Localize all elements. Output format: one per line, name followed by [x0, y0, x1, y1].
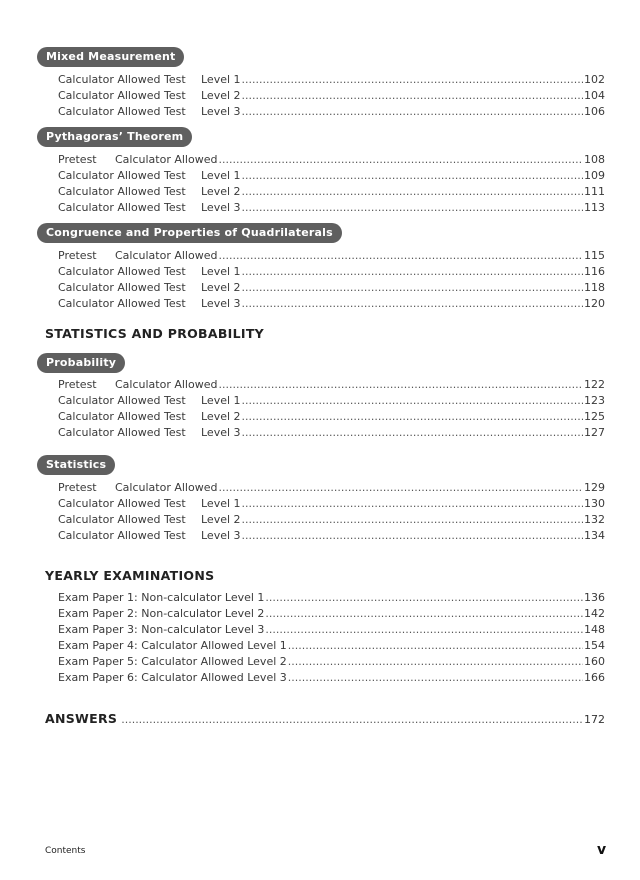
dot-leader	[218, 248, 583, 264]
dot-leader	[242, 425, 583, 441]
dot-leader	[218, 377, 583, 393]
toc-row-page: 120	[584, 297, 605, 310]
toc-row-level: Level 2	[201, 89, 241, 102]
toc-row-test-type: Calculator Allowed Test	[58, 201, 186, 214]
toc-row-test-type: Calculator Allowed Test	[58, 529, 186, 542]
dot-leader	[242, 72, 583, 88]
toc-row-page: 127	[584, 426, 605, 439]
exam-row-label: Exam Paper 3: Non-calculator Level 3	[58, 623, 265, 636]
exam-row[interactable]	[58, 606, 605, 622]
dot-leader	[242, 496, 583, 512]
toc-row[interactable]	[58, 104, 605, 120]
dot-leader	[288, 670, 583, 686]
toc-row-level: Level 1	[201, 394, 241, 407]
toc-row-page: 109	[584, 169, 605, 182]
toc-row-page: 118	[584, 281, 605, 294]
toc-row[interactable]	[58, 168, 605, 184]
toc-row[interactable]	[58, 72, 605, 88]
toc-row-test-type: Calculator Allowed Test	[58, 297, 186, 310]
footer-section-label: Contents	[45, 846, 86, 856]
dot-leader	[242, 184, 583, 200]
toc-row-level: Level 1	[201, 73, 241, 86]
exam-row-label: Exam Paper 1: Non-calculator Level 1	[58, 591, 265, 604]
toc-row-page: 104	[584, 89, 605, 102]
dot-leader	[242, 409, 583, 425]
toc-row[interactable]	[58, 377, 605, 393]
toc-row[interactable]	[58, 425, 605, 441]
toc-row-page: 106	[584, 105, 605, 118]
dot-leader	[265, 622, 583, 638]
exam-row[interactable]	[58, 654, 605, 670]
toc-row-level: Calculator Allowed	[115, 378, 218, 391]
toc-row-page: 108	[584, 153, 605, 166]
toc-row[interactable]	[58, 512, 605, 528]
toc-row-page: 125	[584, 410, 605, 423]
toc-row-test-type: Calculator Allowed Test	[58, 89, 186, 102]
toc-row[interactable]	[58, 296, 605, 312]
exam-row[interactable]	[58, 638, 605, 654]
toc-row-test-type: Calculator Allowed Test	[58, 513, 186, 526]
toc-row-test-type: Pretest	[58, 378, 97, 391]
toc-row-test-type: Pretest	[58, 481, 97, 494]
exam-row-label: Exam Paper 4: Calculator Allowed Level 1	[58, 639, 287, 652]
section-pill-pythagoras: Pythagoras’ Theorem	[37, 127, 192, 147]
toc-row-level: Level 1	[201, 265, 241, 278]
exam-row[interactable]	[58, 590, 605, 606]
dot-leader	[265, 590, 583, 606]
exam-row-label: Exam Paper 5: Calculator Allowed Level 2	[58, 655, 287, 668]
toc-row-level: Level 2	[201, 513, 241, 526]
toc-row-page: 134	[584, 529, 605, 542]
toc-row-page: 115	[584, 249, 605, 262]
dot-leader	[242, 296, 583, 312]
dot-leader	[242, 264, 583, 280]
toc-row[interactable]	[58, 409, 605, 425]
toc-row-level: Level 3	[201, 105, 241, 118]
toc-row-page: 130	[584, 497, 605, 510]
dot-leader	[218, 152, 583, 168]
toc-row-test-type: Calculator Allowed Test	[58, 169, 186, 182]
section-pill-probability: Probability	[37, 353, 125, 373]
exam-row-label: Exam Paper 6: Calculator Allowed Level 3	[58, 671, 287, 684]
exam-row-page: 142	[584, 607, 605, 620]
toc-row[interactable]	[58, 88, 605, 104]
toc-row-level: Level 3	[201, 297, 241, 310]
toc-row-test-type: Calculator Allowed Test	[58, 426, 186, 439]
toc-row[interactable]	[58, 200, 605, 216]
toc-row-level: Level 3	[201, 201, 241, 214]
exam-row-page: 148	[584, 623, 605, 636]
toc-row-test-type: Calculator Allowed Test	[58, 281, 186, 294]
toc-row-level: Level 2	[201, 281, 241, 294]
toc-row-page: 116	[584, 265, 605, 278]
toc-row-level: Calculator Allowed	[115, 481, 218, 494]
dot-leader	[242, 200, 583, 216]
toc-row-test-type: Calculator Allowed Test	[58, 497, 186, 510]
answers-row[interactable]	[45, 710, 605, 728]
toc-row[interactable]	[58, 496, 605, 512]
dot-leader	[242, 393, 583, 409]
dot-leader	[242, 528, 583, 544]
exam-row-page: 154	[584, 639, 605, 652]
dot-leader	[242, 104, 583, 120]
dot-leader	[242, 168, 583, 184]
exam-row-page: 160	[584, 655, 605, 668]
toc-row-level: Level 2	[201, 185, 241, 198]
toc-row[interactable]	[58, 264, 605, 280]
toc-row[interactable]	[58, 248, 605, 264]
toc-row-test-type: Calculator Allowed Test	[58, 410, 186, 423]
toc-row-level: Level 1	[201, 169, 241, 182]
toc-row-page: 132	[584, 513, 605, 526]
dot-leader	[288, 638, 583, 654]
toc-row-test-type: Calculator Allowed Test	[58, 265, 186, 278]
answers-label: ANSWERS	[45, 711, 118, 726]
toc-row-level: Level 3	[201, 529, 241, 542]
dot-leader	[265, 606, 583, 622]
heading-yearly-examinations: YEARLY EXAMINATIONS	[45, 568, 215, 583]
toc-row-level: Level 1	[201, 497, 241, 510]
toc-row-test-type: Calculator Allowed Test	[58, 105, 186, 118]
dot-leader	[242, 280, 583, 296]
section-pill-congruence: Congruence and Properties of Quadrilaterals	[37, 223, 342, 243]
toc-row-test-type: Calculator Allowed Test	[58, 73, 186, 86]
exam-row[interactable]	[58, 670, 605, 686]
toc-row[interactable]	[58, 184, 605, 200]
exam-row-page: 136	[584, 591, 605, 604]
dot-leader	[218, 480, 583, 496]
section-pill-statistics: Statistics	[37, 455, 115, 475]
toc-row-page: 111	[584, 185, 605, 198]
dot-leader	[121, 711, 583, 729]
heading-statistics-and-probability: STATISTICS AND PROBABILITY	[45, 326, 265, 341]
exam-row-label: Exam Paper 2: Non-calculator Level 2	[58, 607, 265, 620]
answers-page: 172	[584, 713, 605, 726]
dot-leader	[288, 654, 583, 670]
toc-row-test-type: Pretest	[58, 153, 97, 166]
dot-leader	[242, 512, 583, 528]
footer-page-number: v	[597, 842, 607, 858]
toc-row[interactable]	[58, 480, 605, 496]
toc-row[interactable]	[58, 152, 605, 168]
toc-row-level: Level 2	[201, 410, 241, 423]
toc-row-test-type: Pretest	[58, 249, 97, 262]
exam-row-page: 166	[584, 671, 605, 684]
toc-row-test-type: Calculator Allowed Test	[58, 185, 186, 198]
toc-row-test-type: Calculator Allowed Test	[58, 394, 186, 407]
section-pill-mixed-measurement: Mixed Measurement	[37, 47, 184, 67]
toc-row-page: 129	[584, 481, 605, 494]
toc-row-page: 122	[584, 378, 605, 391]
toc-row[interactable]	[58, 393, 605, 409]
toc-row-page: 123	[584, 394, 605, 407]
dot-leader	[242, 88, 583, 104]
toc-row-page: 102	[584, 73, 605, 86]
toc-row-page: 113	[584, 201, 605, 214]
toc-row-level: Calculator Allowed	[115, 249, 218, 262]
toc-row[interactable]	[58, 528, 605, 544]
toc-row-level: Level 3	[201, 426, 241, 439]
toc-row[interactable]	[58, 280, 605, 296]
toc-row-level: Calculator Allowed	[115, 153, 218, 166]
exam-row[interactable]	[58, 622, 605, 638]
